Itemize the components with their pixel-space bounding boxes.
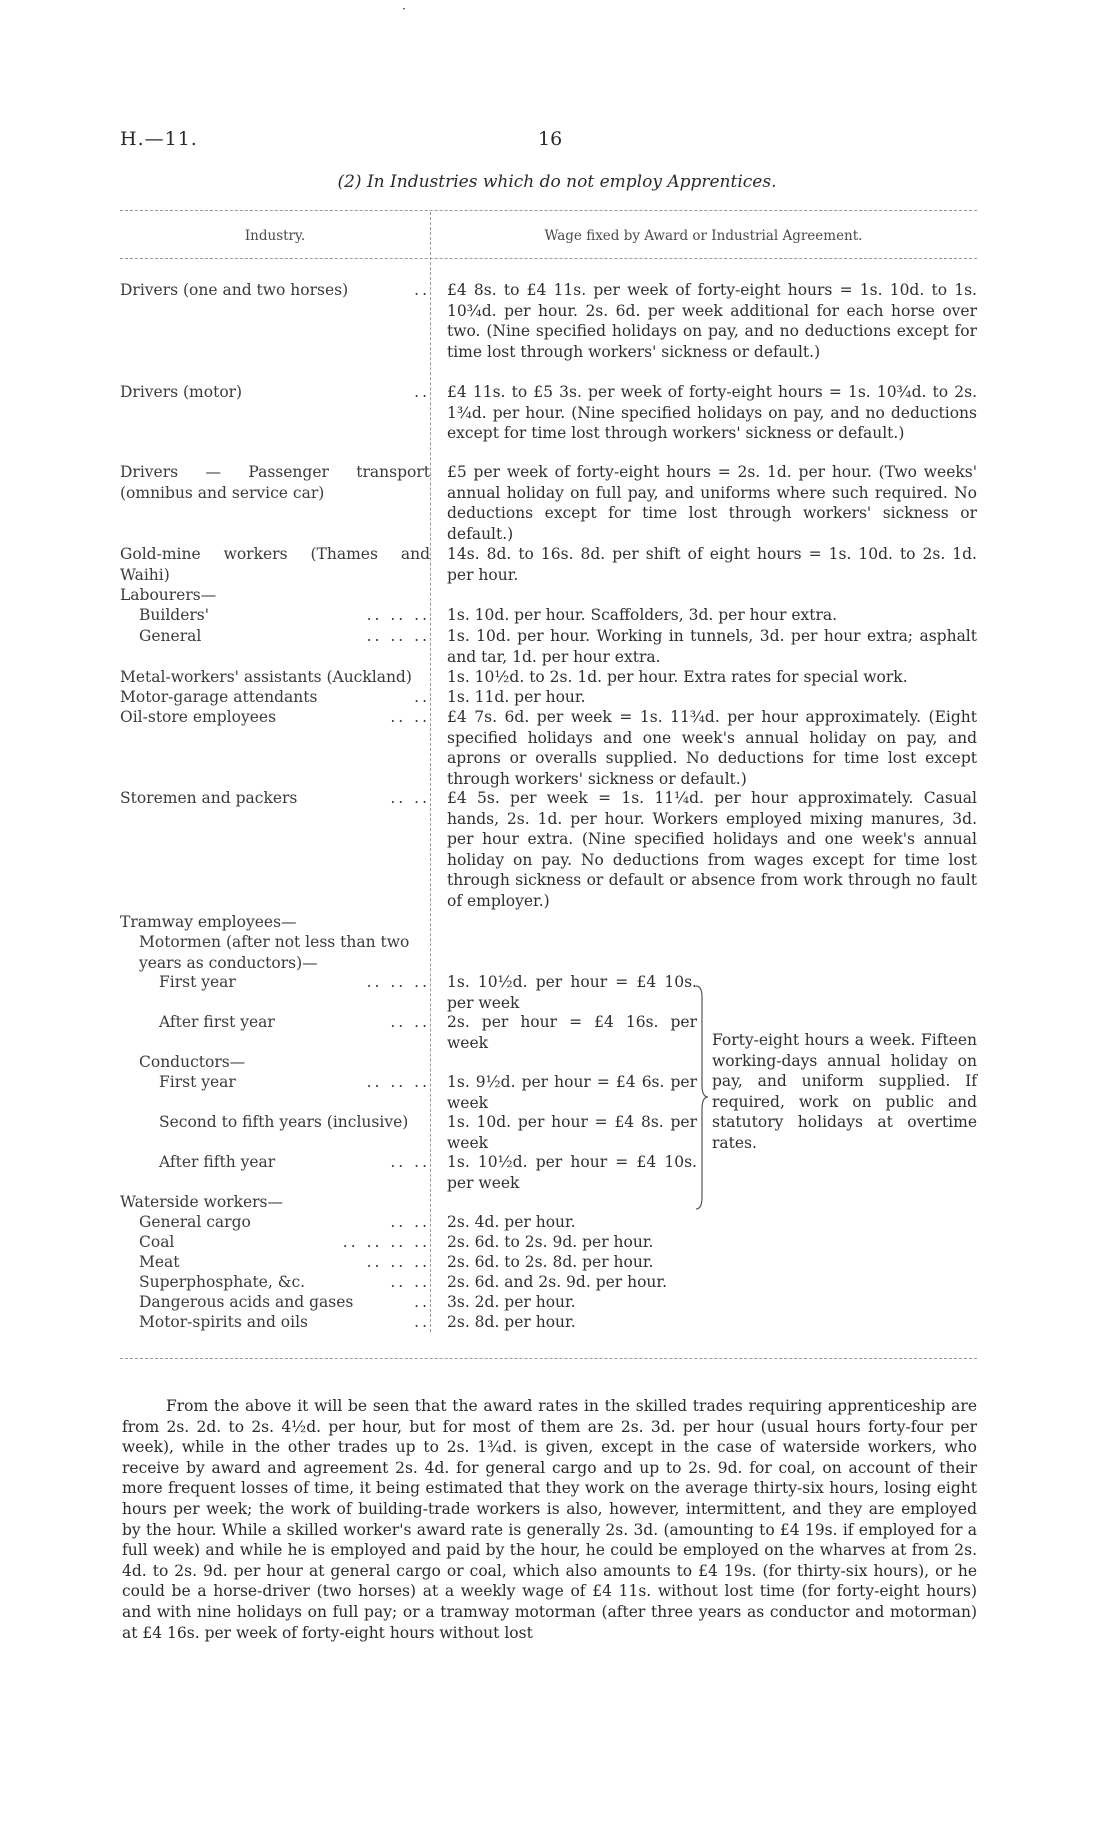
industry-drivers-passenger: Drivers — Passenger transport (omnibus and service car) — [120, 463, 430, 502]
body-paragraph: From the above it will be seen that the award rates in the skilled trades requiring apprenticeship are from 2s. 2d. to 2s. 4½d. per hour, but for most of them are 2s. 3d. per hour (usual hours forty-four per week), while in the other trades up to 2s. 1¾d. is given, except in the case of waterside workers, who receive by award and agreement 2s. 4d. for general cargo and up to 2s. 9d. for coal, on account of their more frequent losses of time, it being estimated that they work on the average thirty-six hours, losing eight hours per week; the work of building-trade workers is also, however, intermittent, and they are employed by the hour. While a skilled worker's award rate is generally 2s. 3d. (amounting to £4 19s. if employed for a full week) and while he is employed and paid by the hour, he could be employed on the wharves at from 2s. 4d. to 2s. 9d. per hour at general cargo or coal, which also amounts to £4 19s. (for thirty-six hours), or he could be a horse-driver (two horses) at a weekly wage of £4 11s. without lost time (for forty-eight hours) and with nine holidays on full pay; or a tramway motorman (after three years as conductor and motorman) at £4 16s. per week of forty-eight hours without lost — [122, 1397, 977, 1642]
industry-drivers-motor: Drivers (motor) .. — [120, 383, 430, 401]
wage-oil-store: £4 7s. 6d. per week = 1s. 11¾d. per hour approximately. (Eight specified holidays and one week's annual holiday on pay, and aprons or overalls supplied. No deductions for time lost except through workers' sickness or default.) — [447, 708, 977, 788]
wage-general-cargo: 2s. 4d. per hour. — [447, 1213, 576, 1231]
wage-conductors-after-fifth: 1s. 10½d. per hour = £4 10s. per week — [447, 1153, 697, 1192]
leader-dots: .. .. .. — [366, 627, 430, 645]
wage-conductors-first-year: 1s. 9½d. per hour = £4 6s. per week — [447, 1073, 697, 1112]
industry-motormen-after-first: After first year .. .. — [159, 1013, 430, 1031]
leader-dots: .. .. .. — [366, 606, 430, 624]
industry-tramway: Tramway employees— — [120, 913, 297, 931]
industry-storemen: Storemen and packers .. .. — [120, 789, 430, 807]
column-header-wage: Wage fixed by Award or Industrial Agreement. — [544, 228, 863, 244]
wage-conductors-second-fifth: 1s. 10d. per hour = £4 8s. per week — [447, 1113, 697, 1152]
wage-gold-mine: 14s. 8d. to 16s. 8d. per shift of eight hours = 1s. 10d. to 2s. 1d. per hour. — [447, 545, 977, 584]
wage-drivers-motor: £4 11s. to £5 3s. per week of forty-eight hours = 1s. 10¾d. to 2s. 1¾d. per hour. (Nine specified holidays on pay, and no deductions except for time lost through workers' sickness or default.) — [447, 383, 977, 442]
wage-meat: 2s. 6d. to 2s. 8d. per hour. — [447, 1253, 654, 1271]
leader-dots: .. .. — [390, 789, 430, 807]
leader-dots: .. — [414, 1293, 430, 1311]
scan-mark: · — [402, 2, 406, 16]
industry-motor-spirits: Motor-spirits and oils .. — [139, 1313, 430, 1331]
page-number: 16 — [538, 128, 563, 150]
leader-dots: .. .. .. — [366, 1253, 430, 1271]
leader-dots: .. .. — [390, 1273, 430, 1291]
leader-dots: .. .. — [390, 1153, 430, 1171]
table-bottom-rule — [120, 1358, 977, 1359]
tramway-conditions-note: Forty-eight hours a week. Fifteen working-days annual holiday on pay, and uniform supplied. If required, work on public and statutory holidays at overtime rates. — [712, 1031, 977, 1152]
industry-metal-workers: Metal-workers' assistants (Auckland) — [120, 668, 412, 686]
wage-general: 1s. 10d. per hour. Working in tunnels, 3d. per hour extra; asphalt and tar, 1d. per hour extra. — [447, 627, 977, 666]
leader-dots: .. — [414, 383, 430, 401]
industry-gold-mine: Gold-mine workers (Thames and Waihi) — [120, 545, 430, 584]
wage-drivers-horses: £4 8s. to £4 11s. per week of forty-eight hours = 1s. 10d. to 1s. 10¾d. per hour. 2s. 6d. per week additional for each horse over two. (Nine specified holidays on pay, and no deductions except for time lost through workers' sickness or default.) — [447, 281, 977, 361]
wage-superphosphate: 2s. 6d. and 2s. 9d. per hour. — [447, 1273, 668, 1291]
wage-motormen-after-first: 2s. per hour = £4 16s. per week — [447, 1013, 697, 1052]
industry-conductors-first-year: First year .. .. .. — [159, 1073, 430, 1091]
document-reference: H.—11. — [120, 128, 198, 150]
leader-dots: .. — [414, 1313, 430, 1331]
industry-drivers-horses: Drivers (one and two horses) .. — [120, 281, 430, 299]
leader-dots: .. .. .. — [366, 973, 430, 991]
wage-acids: 3s. 2d. per hour. — [447, 1293, 576, 1311]
table-header-rule — [120, 258, 977, 259]
leader-dots: .. .. — [390, 1213, 430, 1231]
industry-acids: Dangerous acids and gases .. — [139, 1293, 430, 1311]
wage-motormen-first-year: 1s. 10½d. per hour = £4 10s. per week — [447, 973, 697, 1012]
industry-motormen-first-year: First year .. .. .. — [159, 973, 430, 991]
column-divider — [430, 212, 431, 1332]
table-caption: (2) In Industries which do not employ Apprentices. — [337, 172, 777, 192]
industry-meat: Meat .. .. .. — [139, 1253, 430, 1271]
column-header-industry: Industry. — [244, 228, 306, 244]
industry-motor-garage: Motor-garage attendants .. — [120, 688, 430, 706]
wage-builders: 1s. 10d. per hour. Scaffolders, 3d. per hour extra. — [447, 606, 838, 624]
industry-conductors-second-fifth: Second to fifth years (inclusive) — [159, 1113, 409, 1131]
industry-coal: Coal .. .. .. .. — [139, 1233, 430, 1251]
industry-builders: Builders' .. .. .. — [139, 606, 430, 624]
wage-storemen: £4 5s. per week = 1s. 11¼d. per hour approximately. Casual hands, 2s. 1d. per hour. Workers employed mixing manures, 3d. per hour extra. (Nine specified holidays and one week's annual holiday on pay. No deductions from wages except for time lost through sickness or default or absence from work through no fault of employer.) — [447, 789, 977, 910]
wage-motor-garage: 1s. 11d. per hour. — [447, 688, 586, 706]
wage-coal: 2s. 6d. to 2s. 9d. per hour. — [447, 1233, 654, 1251]
industry-waterside: Waterside workers— — [120, 1193, 284, 1211]
industry-conductors: Conductors— — [139, 1053, 246, 1071]
leader-dots: .. — [414, 281, 430, 299]
industry-conductors-after-fifth: After fifth year .. .. — [159, 1153, 430, 1171]
industry-oil-store: Oil-store employees .. .. — [120, 708, 430, 726]
industry-motormen: Motormen (after not less than two years as conductors)— — [139, 933, 410, 972]
table-top-rule — [120, 210, 977, 211]
leader-dots: .. .. — [390, 708, 430, 726]
wage-metal-workers: 1s. 10½d. to 2s. 1d. per hour. Extra rates for special work. — [447, 668, 908, 686]
right-brace — [695, 985, 709, 1210]
industry-labourers: Labourers— — [120, 586, 217, 604]
wage-motor-spirits: 2s. 8d. per hour. — [447, 1313, 576, 1331]
leader-dots: .. .. .. — [366, 1073, 430, 1091]
wage-drivers-passenger: £5 per week of forty-eight hours = 2s. 1d. per hour. (Two weeks' annual holiday on full pay, and uniforms where such required. No deductions except for time lost through workers' sickness or default.) — [447, 463, 977, 543]
leader-dots: .. .. — [390, 1013, 430, 1031]
leader-dots: .. .. .. .. — [342, 1233, 430, 1251]
leader-dots: .. — [414, 688, 430, 706]
industry-superphosphate: Superphosphate, &c. .. .. — [139, 1273, 430, 1291]
industry-general: General .. .. .. — [139, 627, 430, 645]
industry-general-cargo: General cargo .. .. — [139, 1213, 430, 1231]
